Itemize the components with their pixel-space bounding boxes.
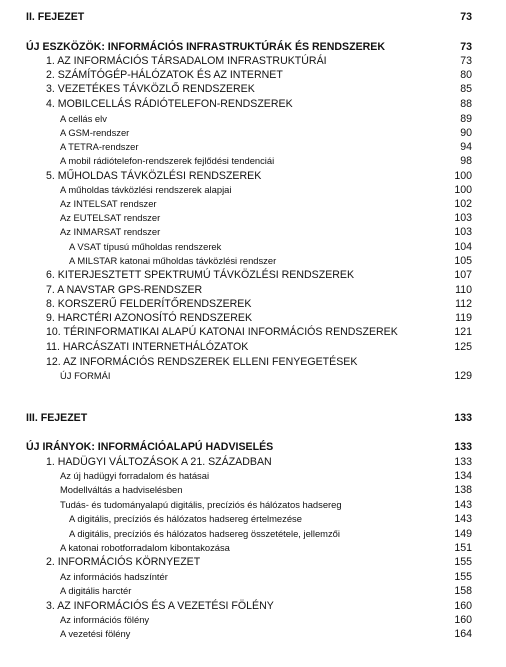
toc-entry-title: ÚJ FORMÁI bbox=[60, 370, 111, 381]
toc-entry-page: 103 bbox=[454, 212, 472, 224]
toc-entry-title: 2. SZÁMÍTÓGÉP-HÁLÓZATOK ÉS AZ INTERNET bbox=[46, 69, 283, 81]
toc-entry bbox=[0, 512, 506, 526]
toc-entry-page: 119 bbox=[455, 312, 472, 324]
toc-entry-page: 112 bbox=[455, 298, 472, 310]
toc-entry-title: 1. AZ INFORMÁCIÓS TÁRSADALOM INFRASTRUKTÚRÁI bbox=[46, 55, 327, 67]
toc-entry-page: 89 bbox=[460, 113, 472, 125]
toc-entry-title: Modellváltás a hadviselésben bbox=[60, 484, 183, 495]
toc-entry-title: 2. INFORMÁCIÓS KÖRNYEZET bbox=[46, 556, 201, 568]
toc-entry bbox=[0, 498, 506, 512]
toc-entry-title: A VSAT típusú műholdas rendszerek bbox=[69, 241, 222, 252]
toc-entry-title: Az INMARSAT rendszer bbox=[60, 226, 161, 237]
toc-entry bbox=[0, 599, 506, 613]
toc-entry-page: 100 bbox=[454, 170, 472, 182]
toc-entry-title: Az információs hadszíntér bbox=[60, 571, 168, 582]
toc-entry-page: 155 bbox=[454, 571, 472, 583]
toc-entry bbox=[0, 297, 506, 311]
toc-entry-title: 3. AZ INFORMÁCIÓS ÉS A VEZETÉSI FÖLÉNY bbox=[46, 600, 274, 612]
toc-entry-page: 73 bbox=[460, 41, 472, 53]
toc-entry bbox=[0, 40, 506, 54]
toc-entry-title: A TETRA-rendszer bbox=[60, 141, 139, 152]
toc-entry-title: A digitális, precíziós és hálózatos hadsereg összetétele, jellemzői bbox=[69, 528, 340, 539]
toc-entry-title: 7. A NAVSTAR GPS-RENDSZER bbox=[46, 284, 203, 296]
toc-entry-page: 160 bbox=[454, 600, 472, 612]
toc-entry-title: Tudás- és tudományalapú digitális, precíziós és hálózatos hadsereg bbox=[60, 499, 342, 510]
toc-entry-page: 164 bbox=[454, 628, 472, 640]
toc-entry-page: 125 bbox=[454, 341, 472, 353]
toc-entry bbox=[0, 455, 506, 469]
toc-entry-title: 4. MOBILCELLÁS RÁDIÓTELEFON-RENDSZEREK bbox=[46, 98, 293, 110]
toc-entry bbox=[0, 68, 506, 82]
toc-entry-title: ÚJ IRÁNYOK: INFORMÁCIÓALAPÚ HADVISELÉS bbox=[26, 441, 274, 453]
toc-entry bbox=[0, 613, 506, 627]
toc-entry-title: II. FEJEZET bbox=[26, 11, 85, 23]
toc-entry-title: A digitális, precíziós és hálózatos hadsereg értelmezése bbox=[69, 513, 302, 524]
toc-entry-title: Az INTELSAT rendszer bbox=[60, 198, 157, 209]
toc-entry-page: 94 bbox=[460, 141, 472, 153]
toc-entry-title: 12. AZ INFORMÁCIÓS RENDSZEREK ELLENI FENYEGETÉSEK bbox=[46, 356, 358, 368]
toc-entry-page: 105 bbox=[454, 255, 472, 267]
toc-entry bbox=[0, 627, 506, 641]
toc-entry-page: 143 bbox=[454, 499, 472, 511]
toc-entry-title: 1. HADÜGYI VÁLTOZÁSOK A 21. SZÁZADBAN bbox=[46, 456, 272, 468]
toc-entry bbox=[0, 54, 506, 68]
toc-entry-page: 138 bbox=[454, 484, 472, 496]
toc-entry bbox=[0, 411, 506, 425]
toc-entry-title: Az EUTELSAT rendszer bbox=[60, 212, 161, 223]
toc-entry-page: 80 bbox=[460, 69, 472, 81]
toc-entry-title: A katonai robotforradalom kibontakozása bbox=[60, 542, 230, 553]
toc-entry bbox=[0, 355, 506, 369]
toc-entry-page: 73 bbox=[460, 55, 472, 67]
toc-entry-page: 103 bbox=[454, 226, 472, 238]
toc-entry bbox=[0, 183, 506, 197]
toc-entry-page: 133 bbox=[454, 441, 472, 453]
toc-entry-page: 102 bbox=[454, 198, 472, 210]
toc-entry-page: 160 bbox=[454, 614, 472, 626]
toc-entry-title: A műholdas távközlési rendszerek alapjai bbox=[60, 184, 232, 195]
toc-entry bbox=[0, 197, 506, 211]
toc-entry bbox=[0, 469, 506, 483]
toc-entry-title: Az új hadügyi forradalom és hatásai bbox=[60, 470, 210, 481]
toc-entry bbox=[0, 268, 506, 282]
toc-entry bbox=[0, 82, 506, 96]
toc-entry bbox=[0, 254, 506, 268]
toc-entry-page: 149 bbox=[454, 528, 472, 540]
toc-entry bbox=[0, 211, 506, 225]
toc-entry bbox=[0, 140, 506, 154]
toc-entry-title: ÚJ ESZKÖZÖK: INFORMÁCIÓS INFRASTRUKTÚRÁK ÉS RENDSZEREK bbox=[26, 41, 386, 53]
toc-entry-title: A mobil rádiótelefon-rendszerek fejlődési tendenciái bbox=[60, 155, 275, 166]
toc-entry-page: 100 bbox=[454, 184, 472, 196]
toc-entry bbox=[0, 240, 506, 254]
toc-entry bbox=[0, 584, 506, 598]
toc-entry bbox=[0, 325, 506, 339]
toc-entry bbox=[0, 440, 506, 454]
toc-entry-page: 85 bbox=[460, 83, 472, 95]
toc-entry-page: 88 bbox=[460, 98, 472, 110]
toc-entry-page: 155 bbox=[454, 556, 472, 568]
toc-entry-page: 90 bbox=[460, 127, 472, 139]
toc-entry-title: A digitális harctér bbox=[60, 585, 132, 596]
toc-entry bbox=[0, 483, 506, 497]
toc-entry bbox=[0, 541, 506, 555]
toc-entry-title: 11. HARCÁSZATI INTERNETHÁLÓZATOK bbox=[46, 341, 249, 353]
toc-entry-title: 8. KORSZERŰ FELDERÍTŐRENDSZEREK bbox=[46, 298, 252, 310]
toc-entry-title: A MILSTAR katonai műholdas távközlési rendszer bbox=[69, 255, 277, 266]
toc-entry-title: 5. MŰHOLDAS TÁVKÖZLÉSI RENDSZEREK bbox=[46, 170, 262, 182]
toc-entry bbox=[0, 112, 506, 126]
toc-entry-page: 158 bbox=[454, 585, 472, 597]
toc-entry-page: 121 bbox=[454, 326, 472, 338]
toc-entry bbox=[0, 369, 506, 383]
toc-entry bbox=[0, 169, 506, 183]
toc-entry bbox=[0, 10, 506, 24]
toc-entry-page: 110 bbox=[455, 284, 472, 296]
toc-entry-page: 104 bbox=[454, 241, 472, 253]
toc-entry-page: 129 bbox=[454, 370, 472, 382]
toc-entry bbox=[0, 570, 506, 584]
toc-entry bbox=[0, 154, 506, 168]
toc-entry bbox=[0, 527, 506, 541]
toc-entry bbox=[0, 225, 506, 239]
toc-entry-title: A GSM-rendszer bbox=[60, 127, 130, 138]
toc-entry-page: 98 bbox=[460, 155, 472, 167]
toc-entry-page: 134 bbox=[454, 470, 472, 482]
toc-entry-title: III. FEJEZET bbox=[26, 412, 88, 424]
toc-entry-title: 3. VEZETÉKES TÁVKÖZLŐ RENDSZEREK bbox=[46, 83, 255, 95]
toc-entry-title: 9. HARCTÉRI AZONOSÍTÓ RENDSZEREK bbox=[46, 312, 253, 324]
toc-entry bbox=[0, 340, 506, 354]
toc-entry-title: 6. KITERJESZTETT SPEKTRUMÚ TÁVKÖZLÉSI RENDSZEREK bbox=[46, 269, 355, 281]
toc-entry-title: A cellás elv bbox=[60, 113, 107, 124]
toc-entry-page: 133 bbox=[454, 412, 472, 424]
toc-entry-title: A vezetési fölény bbox=[60, 628, 131, 639]
toc-entry-page: 107 bbox=[454, 269, 472, 281]
toc-entry bbox=[0, 311, 506, 325]
toc-entry-title: Az információs fölény bbox=[60, 614, 150, 625]
toc-entry bbox=[0, 97, 506, 111]
toc-entry-title: 10. TÉRINFORMATIKAI ALAPÚ KATONAI INFORMÁCIÓS RENDSZEREK bbox=[46, 326, 398, 338]
toc-entry bbox=[0, 283, 506, 297]
toc-entry-page: 73 bbox=[460, 11, 472, 23]
toc-entry bbox=[0, 126, 506, 140]
toc-entry-page: 133 bbox=[454, 456, 472, 468]
toc-entry bbox=[0, 555, 506, 569]
toc-entry-page: 143 bbox=[454, 513, 472, 525]
toc-entry-page: 151 bbox=[454, 542, 472, 554]
